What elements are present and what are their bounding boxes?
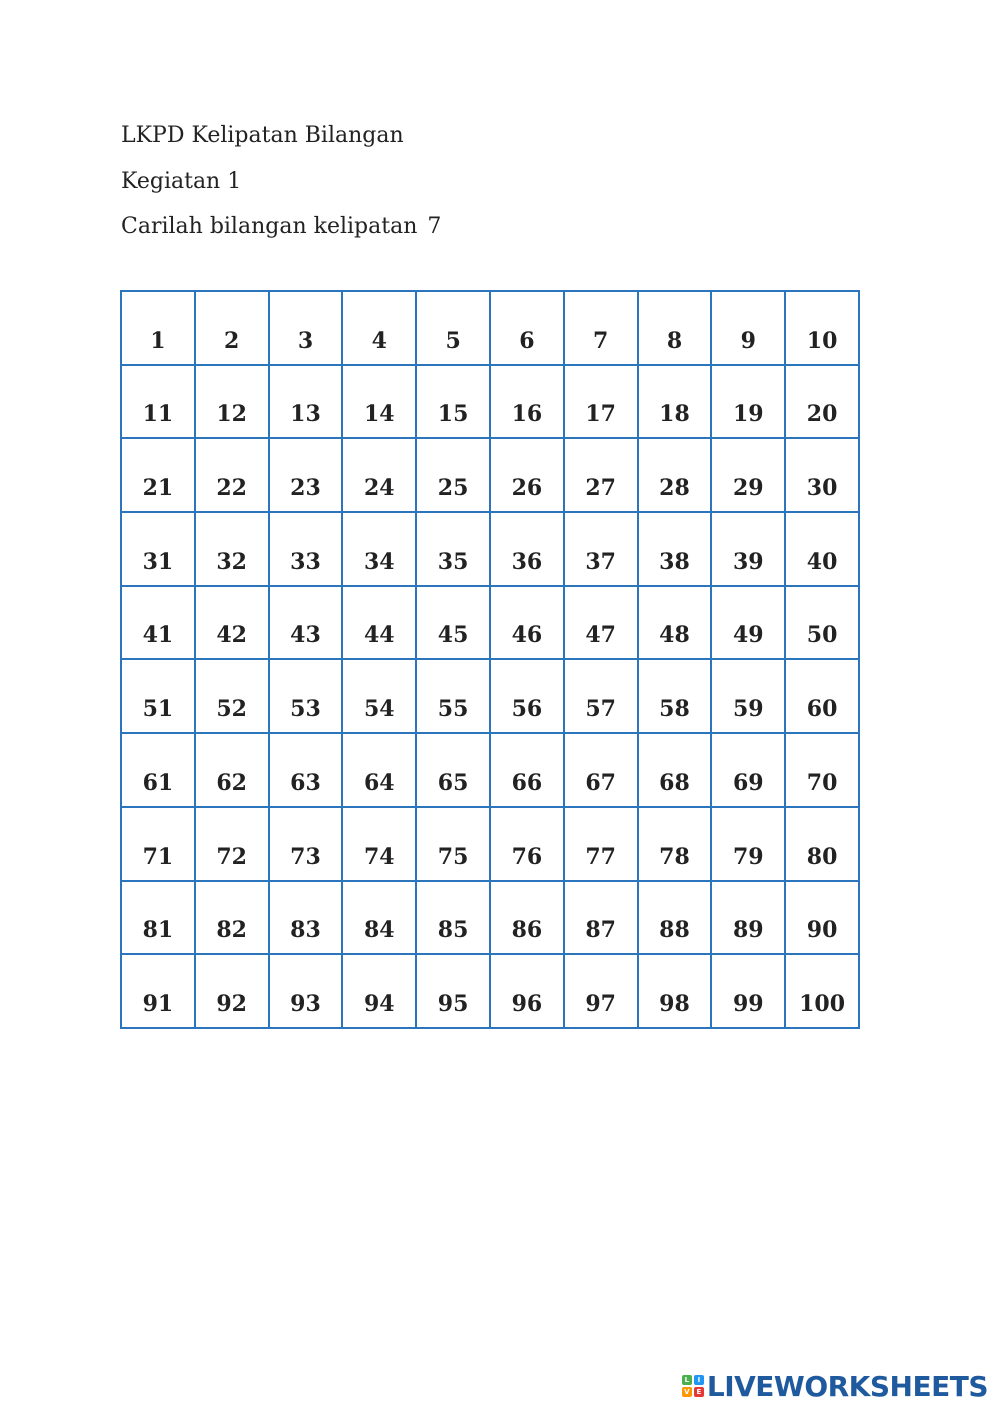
grid-cell[interactable]: 72 (196, 808, 270, 882)
grid-cell[interactable]: 59 (712, 660, 786, 734)
grid-cell[interactable]: 29 (712, 439, 786, 513)
grid-cell[interactable]: 37 (565, 513, 639, 587)
number-grid (120, 290, 860, 1029)
grid-cell[interactable]: 23 (270, 439, 344, 513)
grid-cell[interactable]: 14 (343, 366, 417, 440)
grid-cell[interactable]: 82 (196, 882, 270, 956)
grid-cell[interactable]: 26 (491, 439, 565, 513)
logo-mark-letter: L (682, 1375, 692, 1385)
grid-cell[interactable]: 48 (639, 587, 713, 661)
grid-cell[interactable]: 75 (417, 808, 491, 882)
grid-cell[interactable]: 51 (122, 660, 196, 734)
grid-cell[interactable]: 45 (417, 587, 491, 661)
grid-cell[interactable]: 19 (712, 366, 786, 440)
grid-cell[interactable]: 79 (712, 808, 786, 882)
grid-cell[interactable]: 7 (565, 292, 639, 366)
grid-cell[interactable]: 76 (491, 808, 565, 882)
grid-cell[interactable]: 15 (417, 366, 491, 440)
grid-cell[interactable]: 21 (122, 439, 196, 513)
grid-cell[interactable]: 77 (565, 808, 639, 882)
grid-cell[interactable]: 9 (712, 292, 786, 366)
grid-cell[interactable]: 40 (786, 513, 860, 587)
grid-cell[interactable]: 31 (122, 513, 196, 587)
grid-cell[interactable]: 25 (417, 439, 491, 513)
grid-cell[interactable]: 99 (712, 955, 786, 1029)
grid-cell[interactable]: 97 (565, 955, 639, 1029)
grid-cell[interactable]: 67 (565, 734, 639, 808)
grid-cell[interactable]: 1 (122, 292, 196, 366)
grid-cell[interactable]: 89 (712, 882, 786, 956)
grid-cell[interactable]: 61 (122, 734, 196, 808)
grid-cell[interactable]: 36 (491, 513, 565, 587)
liveworksheets-logo (682, 1370, 988, 1402)
grid-cell[interactable]: 56 (491, 660, 565, 734)
grid-cell[interactable]: 47 (565, 587, 639, 661)
grid-cell[interactable]: 92 (196, 955, 270, 1029)
grid-cell[interactable]: 71 (122, 808, 196, 882)
grid-cell[interactable]: 62 (196, 734, 270, 808)
grid-cell[interactable]: 70 (786, 734, 860, 808)
grid-cell[interactable]: 24 (343, 439, 417, 513)
grid-cell[interactable]: 41 (122, 587, 196, 661)
grid-cell[interactable]: 54 (343, 660, 417, 734)
grid-cell[interactable]: 18 (639, 366, 713, 440)
grid-cell[interactable]: 87 (565, 882, 639, 956)
grid-cell[interactable]: 69 (712, 734, 786, 808)
liveworksheets-logo-icon (682, 1375, 704, 1397)
grid-cell[interactable]: 100 (786, 955, 860, 1029)
grid-cell[interactable]: 74 (343, 808, 417, 882)
grid-cell[interactable]: 93 (270, 955, 344, 1029)
grid-cell[interactable]: 4 (343, 292, 417, 366)
instruction-text (121, 213, 441, 241)
grid-cell[interactable]: 66 (491, 734, 565, 808)
grid-cell[interactable]: 17 (565, 366, 639, 440)
instruction-label: Carilah bilangan kelipatan (121, 214, 418, 239)
grid-cell[interactable]: 96 (491, 955, 565, 1029)
grid-cell[interactable]: 60 (786, 660, 860, 734)
grid-cell[interactable]: 30 (786, 439, 860, 513)
grid-cell[interactable]: 2 (196, 292, 270, 366)
grid-cell[interactable]: 34 (343, 513, 417, 587)
logo-mark-letter: V (682, 1387, 692, 1397)
grid-cell[interactable]: 35 (417, 513, 491, 587)
grid-cell[interactable]: 33 (270, 513, 344, 587)
grid-cell[interactable]: 27 (565, 439, 639, 513)
grid-cell[interactable]: 86 (491, 882, 565, 956)
grid-cell[interactable]: 63 (270, 734, 344, 808)
grid-cell[interactable]: 95 (417, 955, 491, 1029)
grid-cell[interactable]: 98 (639, 955, 713, 1029)
grid-cell[interactable]: 52 (196, 660, 270, 734)
grid-cell[interactable]: 5 (417, 292, 491, 366)
grid-cell[interactable]: 38 (639, 513, 713, 587)
grid-cell[interactable]: 3 (270, 292, 344, 366)
logo-mark-letter: E (694, 1387, 704, 1397)
grid-cell[interactable]: 55 (417, 660, 491, 734)
grid-cell[interactable]: 46 (491, 587, 565, 661)
grid-cell[interactable]: 90 (786, 882, 860, 956)
grid-cell[interactable]: 39 (712, 513, 786, 587)
grid-cell[interactable]: 50 (786, 587, 860, 661)
grid-cell[interactable]: 12 (196, 366, 270, 440)
grid-cell[interactable]: 28 (639, 439, 713, 513)
grid-cell[interactable]: 91 (122, 955, 196, 1029)
grid-cell[interactable]: 85 (417, 882, 491, 956)
grid-cell[interactable]: 88 (639, 882, 713, 956)
grid-cell[interactable]: 83 (270, 882, 344, 956)
grid-cell[interactable]: 68 (639, 734, 713, 808)
instruction-number: 7 (427, 214, 442, 239)
grid-cell[interactable]: 49 (712, 587, 786, 661)
activity-label: Kegiatan 1 (121, 169, 242, 194)
grid-cell[interactable]: 10 (786, 292, 860, 366)
grid-cell[interactable]: 8 (639, 292, 713, 366)
grid-cell[interactable]: 44 (343, 587, 417, 661)
grid-cell[interactable]: 58 (639, 660, 713, 734)
grid-cell[interactable]: 20 (786, 366, 860, 440)
logo-mark-letter: I (694, 1375, 704, 1385)
grid-cell[interactable]: 6 (491, 292, 565, 366)
grid-cell[interactable]: 32 (196, 513, 270, 587)
grid-cell[interactable]: 57 (565, 660, 639, 734)
grid-cell[interactable]: 65 (417, 734, 491, 808)
grid-cell[interactable]: 53 (270, 660, 344, 734)
grid-cell[interactable]: 13 (270, 366, 344, 440)
grid-cell[interactable]: 43 (270, 587, 344, 661)
grid-cell[interactable]: 80 (786, 808, 860, 882)
grid-cell[interactable]: 11 (122, 366, 196, 440)
logo-text: LIVEWORKSHEETS (706, 1369, 988, 1403)
grid-cell[interactable]: 78 (639, 808, 713, 882)
grid-cell[interactable]: 84 (343, 882, 417, 956)
grid-cell[interactable]: 94 (343, 955, 417, 1029)
grid-cell[interactable]: 42 (196, 587, 270, 661)
grid-cell[interactable]: 16 (491, 366, 565, 440)
grid-cell[interactable]: 64 (343, 734, 417, 808)
grid-cell[interactable]: 73 (270, 808, 344, 882)
grid-cell[interactable]: 22 (196, 439, 270, 513)
worksheet-title: LKPD Kelipatan Bilangan (121, 123, 404, 148)
grid-cell[interactable]: 81 (122, 882, 196, 956)
